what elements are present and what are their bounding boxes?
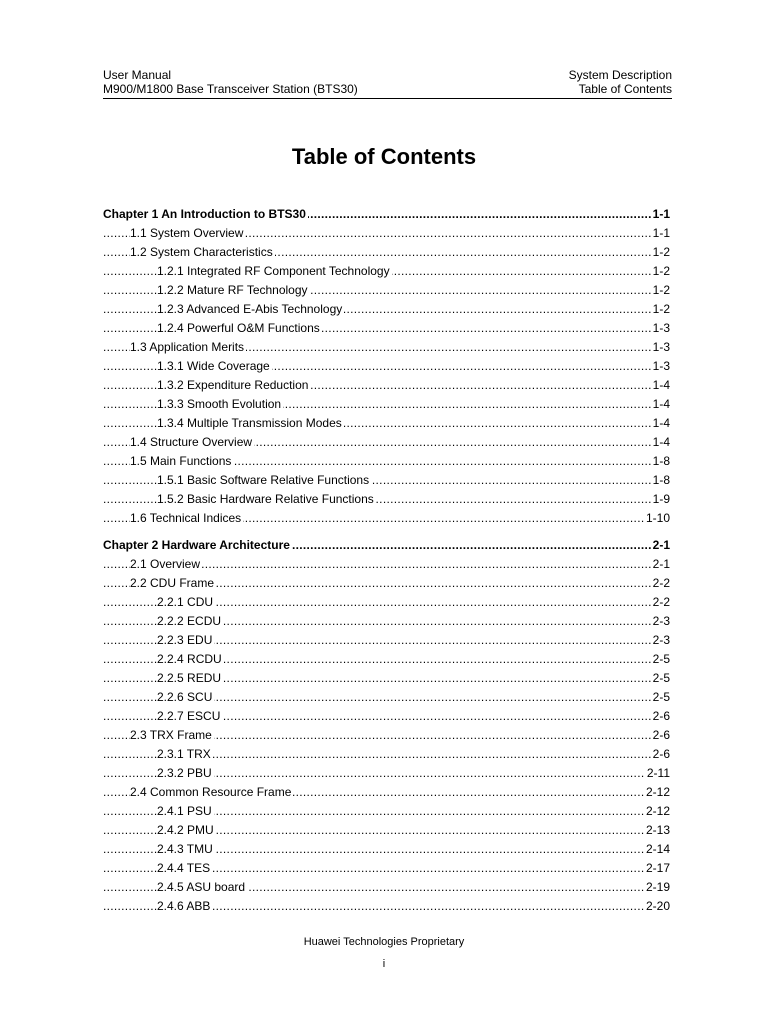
toc-chapter-entry[interactable]	[103, 536, 670, 555]
toc-entry-page: 1-2	[651, 262, 670, 281]
toc-entry-title: 2.3.2 PBU	[157, 766, 212, 780]
toc-chapter-entry[interactable]	[103, 205, 670, 224]
header-subsection: Table of Contents	[578, 82, 672, 96]
toc-entry[interactable]	[103, 764, 670, 783]
toc-entry-title: 2.4 Common Resource Frame	[130, 785, 292, 799]
toc-entry-title: 2.2.6 SCU	[157, 690, 213, 704]
toc-entry[interactable]	[103, 243, 670, 262]
toc-entry-title: 1.1 System Overview	[130, 226, 244, 240]
toc-entry[interactable]	[103, 802, 670, 821]
toc-entry[interactable]	[103, 650, 670, 669]
toc-entry-page: 1-8	[651, 452, 670, 471]
toc-entry[interactable]	[103, 745, 670, 764]
toc-entry-page: 2-5	[651, 650, 670, 669]
toc-entry-title: 2.1 Overview	[130, 557, 201, 571]
toc-entry[interactable]	[103, 574, 670, 593]
toc-entry-title: 1.3.4 Multiple Transmission Modes	[157, 416, 342, 430]
toc-entry-title: 2.4.2 PMU	[157, 823, 214, 837]
toc-entry-title: 2.4.4 TES	[157, 861, 211, 875]
toc-entry-title: 1.3.2 Expenditure Reduction	[157, 378, 309, 392]
toc-entry-page: 2-3	[651, 612, 670, 631]
toc-entry-title: 2.3 TRX Frame	[130, 728, 212, 742]
header-rule	[103, 98, 672, 99]
toc-entry-title: 2.2.7 ESCU	[157, 709, 221, 723]
toc-entry[interactable]	[103, 281, 670, 300]
toc-entry-page: 2-1	[651, 555, 670, 574]
toc-entry-page: 2-17	[644, 859, 670, 878]
toc-entry-page: 1-3	[651, 357, 670, 376]
header-section: System Description	[568, 68, 672, 82]
toc-entry-title: 1.5.2 Basic Hardware Relative Functions	[157, 492, 374, 506]
toc-entry-page: 1-2	[651, 300, 670, 319]
toc-entry-title: 2.4.6 ABB	[157, 899, 211, 913]
toc-entry-page: 1-4	[651, 395, 670, 414]
toc-entry[interactable]	[103, 593, 670, 612]
toc-entry-title: 1.3 Application Merits	[130, 340, 245, 354]
toc-entry-title: 2.2.2 ECDU	[157, 614, 222, 628]
toc-entry[interactable]	[103, 555, 670, 574]
toc-entry[interactable]	[103, 631, 670, 650]
toc-entry[interactable]	[103, 669, 670, 688]
toc-entry[interactable]	[103, 726, 670, 745]
toc-entry-title: 2.3.1 TRX	[157, 747, 211, 761]
toc-entry[interactable]	[103, 414, 670, 433]
toc-entry-title: 2.2.4 RCDU	[157, 652, 222, 666]
toc-entry[interactable]	[103, 224, 670, 243]
toc-entry-title: 2.2.3 EDU	[157, 633, 213, 647]
toc-entry[interactable]	[103, 509, 670, 528]
toc-entry-title: Chapter 2 Hardware Architecture	[103, 538, 290, 552]
toc-entry[interactable]	[103, 452, 670, 471]
toc-entry-page: 2-6	[651, 726, 670, 745]
toc-entry-title: 1.5.1 Basic Software Relative Functions	[157, 473, 370, 487]
page-footer: Huawei Technologies Proprietary	[303, 936, 465, 948]
toc-entry-title: 1.2 System Characteristics	[130, 245, 273, 259]
toc-entry[interactable]	[103, 357, 670, 376]
toc-entry[interactable]	[103, 262, 670, 281]
header-product: M900/M1800 Base Transceiver Station (BTS30)	[103, 82, 358, 96]
toc-entry[interactable]	[103, 783, 670, 802]
toc-entry-title: 1.2.4 Powerful O&M Functions	[157, 321, 320, 335]
toc-entry-title: 1.6 Technical Indices	[130, 511, 242, 525]
toc-entry-title: 1.5 Main Functions	[130, 454, 232, 468]
toc-entry-title: 2.4.3 TMU	[157, 842, 213, 856]
toc-entry-page: 1-1	[651, 224, 670, 243]
toc-entry[interactable]	[103, 433, 670, 452]
toc-entry-page: 1-2	[651, 281, 670, 300]
toc-entry-page: 1-4	[651, 414, 670, 433]
toc-entry-page: 2-13	[644, 821, 670, 840]
toc-entry[interactable]	[103, 319, 670, 338]
toc-entry-page: 2-2	[651, 574, 670, 593]
toc-entry-page: 1-2	[651, 243, 670, 262]
toc-entry-title: 1.3.1 Wide Coverage	[157, 359, 270, 373]
toc-entry[interactable]	[103, 376, 670, 395]
toc-entry[interactable]	[103, 840, 670, 859]
toc-entry-page: 2-12	[644, 802, 670, 821]
toc-entry-title: 2.2.1 CDU	[157, 595, 214, 609]
toc-entry-title: 2.4.5 ASU board	[157, 880, 246, 894]
toc-entry-page: 2-6	[651, 745, 670, 764]
toc-entry[interactable]	[103, 688, 670, 707]
toc-entry-page: 2-20	[644, 897, 670, 916]
toc-entry-title: 1.3.3 Smooth Evolution	[157, 397, 282, 411]
toc-entry[interactable]	[103, 300, 670, 319]
toc-entry[interactable]	[103, 490, 670, 509]
toc-entry-title: 1.4 Structure Overview	[130, 435, 253, 449]
toc-entry-page: 1-3	[651, 338, 670, 357]
table-of-contents	[103, 205, 670, 916]
toc-entry[interactable]	[103, 859, 670, 878]
page-title: Table of Contents	[291, 144, 477, 169]
toc-entry[interactable]	[103, 338, 670, 357]
toc-entry-page: 1-4	[651, 433, 670, 452]
toc-entry-page: 2-19	[644, 878, 670, 897]
toc-entry-page: 2-12	[644, 783, 670, 802]
toc-entry[interactable]	[103, 821, 670, 840]
toc-entry[interactable]	[103, 878, 670, 897]
toc-entry-page: 2-3	[651, 631, 670, 650]
toc-entry-page: 2-14	[644, 840, 670, 859]
toc-entry-title: 2.2 CDU Frame	[130, 576, 215, 590]
toc-entry-title: 2.2.5 REDU	[157, 671, 222, 685]
toc-entry-title: 1.2.2 Mature RF Technology	[157, 283, 308, 297]
toc-entry-page: 1-8	[651, 471, 670, 490]
toc-entry[interactable]	[103, 897, 670, 916]
toc-entry-page: 2-6	[651, 707, 670, 726]
header-manual-type: User Manual	[103, 68, 172, 82]
toc-entry-page: 1-4	[651, 376, 670, 395]
toc-entry-page: 2-11	[645, 764, 670, 783]
toc-entry-page: 2-5	[651, 688, 670, 707]
page-header	[103, 68, 672, 99]
toc-entry-page: 1-9	[651, 490, 670, 509]
toc-entry-title: Chapter 1 An Introduction to BTS30	[103, 207, 306, 221]
toc-entry-page: 2-2	[651, 593, 670, 612]
toc-entry-title: 1.2.1 Integrated RF Component Technology	[157, 264, 390, 278]
toc-entry-page: 2-1	[651, 536, 670, 555]
toc-entry-page: 2-5	[651, 669, 670, 688]
toc-entry-page: 1-10	[644, 509, 670, 528]
page-number: i	[382, 958, 386, 970]
toc-entry-title: 1.2.3 Advanced E-Abis Technology	[157, 302, 343, 316]
toc-entry-title: 2.4.1 PSU	[157, 804, 212, 818]
toc-entry[interactable]	[103, 612, 670, 631]
toc-entry-page: 1-3	[651, 319, 670, 338]
toc-entry[interactable]	[103, 395, 670, 414]
toc-entry[interactable]	[103, 707, 670, 726]
toc-entry[interactable]	[103, 471, 670, 490]
toc-entry-page: 1-1	[651, 205, 670, 224]
